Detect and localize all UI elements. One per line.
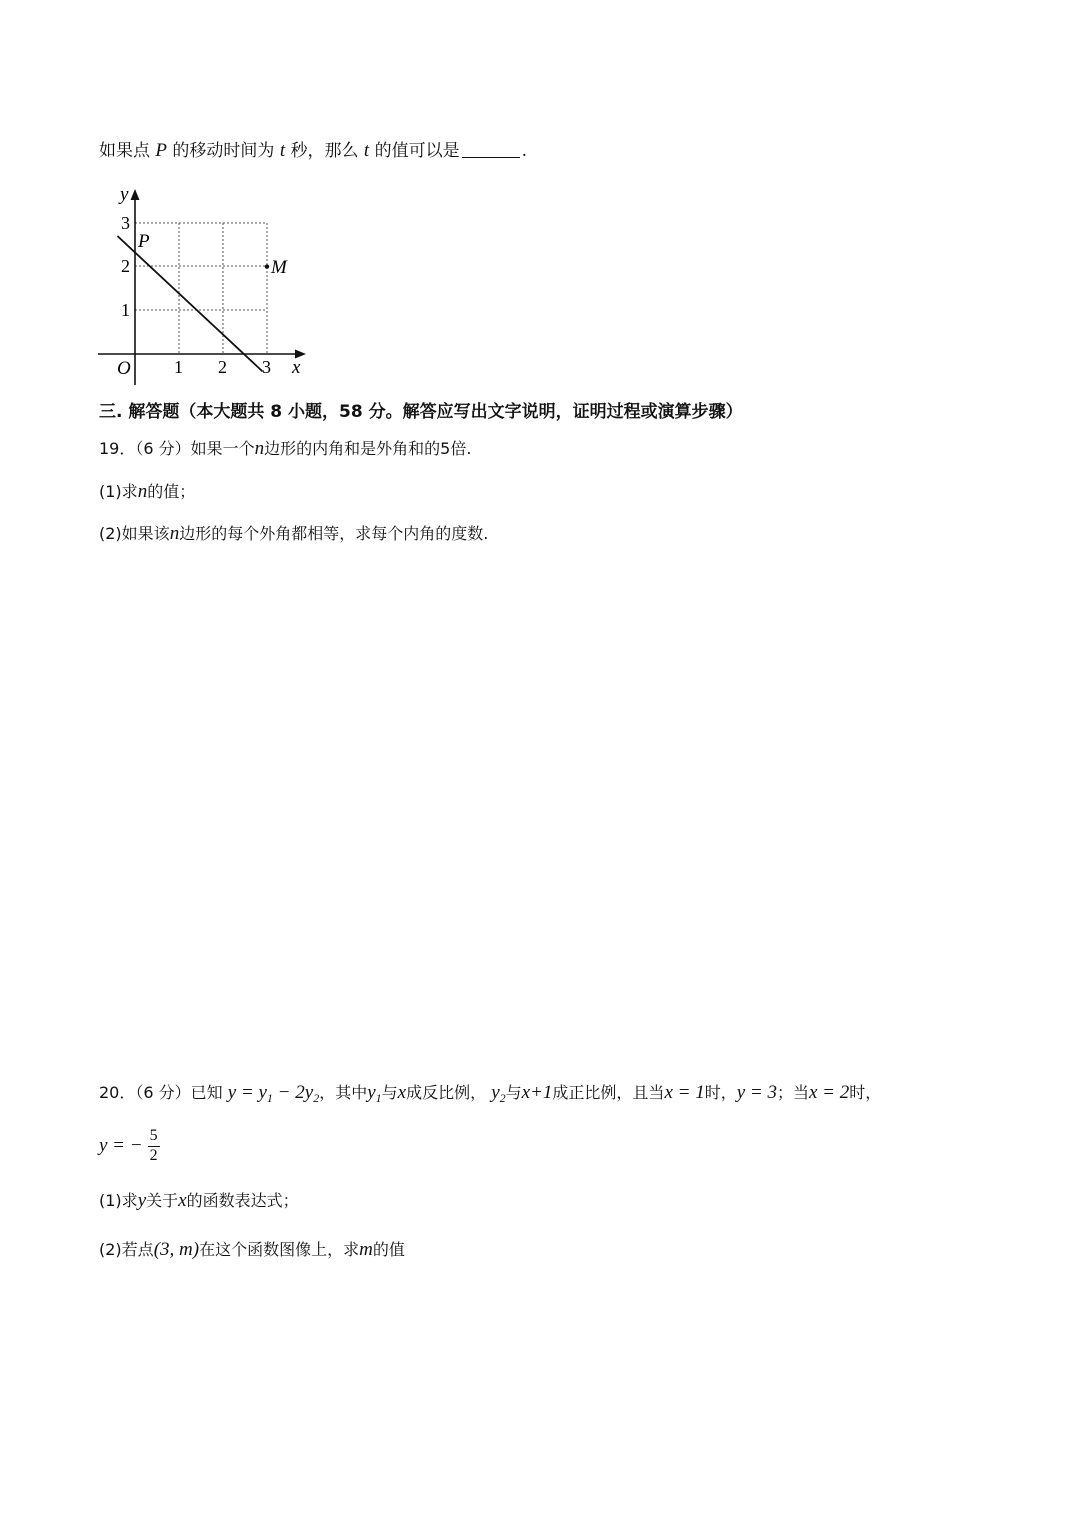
q20-sub2-m: m xyxy=(359,1239,373,1260)
q19-sub1 xyxy=(99,481,195,504)
grid-lines xyxy=(135,223,267,354)
x-tick-3: 3 xyxy=(262,357,271,377)
q20-sub1-a: 求 xyxy=(121,1191,138,1210)
x-axis-label: x xyxy=(292,357,301,378)
q20-cond2: y = 3 xyxy=(736,1082,777,1103)
q20-frac-den: 2 xyxy=(149,1146,158,1164)
q20-text5: 成正比例，且当 xyxy=(552,1083,665,1102)
x-tick-1: 1 xyxy=(174,357,183,377)
q20-sub2-a: 若点 xyxy=(121,1240,154,1259)
q19-sub2-b: 边形的每个外角都相等，求每个内角的度数. xyxy=(179,524,489,543)
q18-text-2: 的移动时间为 xyxy=(172,141,275,161)
q18-var-t2: t xyxy=(363,140,370,161)
q19-sub2-label: (2) xyxy=(99,524,122,543)
q20-sub1-c: 的函数表达式； xyxy=(186,1191,299,1210)
q20-y1 xyxy=(367,1082,381,1103)
q19-rest: 边形的内角和是外角和的5倍. xyxy=(264,439,472,458)
q18-end: . xyxy=(521,141,528,161)
q20-fraction xyxy=(148,1128,160,1165)
q20-y2 xyxy=(491,1082,505,1103)
q20-sub2-b: 在这个函数图像上，求 xyxy=(199,1240,360,1259)
point-M-label: M xyxy=(271,257,287,278)
x-tick-2: 2 xyxy=(218,357,227,377)
coordinate-graph xyxy=(90,185,320,385)
q19-stem xyxy=(99,438,471,461)
q20-sub2 xyxy=(99,1239,405,1262)
q19-var-n: n xyxy=(254,438,265,459)
q20-eq-mid: − 2y xyxy=(272,1082,314,1103)
y-axis-label: y xyxy=(120,185,129,205)
q20-x-plus: x+1 xyxy=(521,1082,553,1103)
q19-sub2-a: 如果该 xyxy=(121,524,170,543)
q20-frac-num: 5 xyxy=(148,1128,160,1147)
q20-text4: 与 xyxy=(505,1083,522,1102)
q20-y1-var: y xyxy=(367,1082,376,1103)
y-tick-3: 3 xyxy=(121,213,130,233)
q19-sub1-var: n xyxy=(137,481,148,502)
q20-cond3: x = 2 xyxy=(809,1082,850,1103)
q20-y1-sub: 1 xyxy=(375,1091,382,1105)
q20-x1: x xyxy=(397,1082,407,1103)
q20-text2: 与 xyxy=(381,1083,398,1102)
q18-var-t: t xyxy=(279,140,286,161)
q20-text8: 时， xyxy=(849,1083,882,1102)
y-axis-arrow xyxy=(131,189,140,200)
q19-number: 19．（6 分）如果一个 xyxy=(99,439,255,458)
q20-line2-lhs: y = − xyxy=(99,1134,143,1156)
q20-number: 20．（6 分）已知 xyxy=(99,1083,223,1102)
q20-y2-var: y xyxy=(491,1082,500,1103)
q20-sub1-y: y xyxy=(137,1190,147,1211)
q20-eq-sub1: 1 xyxy=(266,1091,273,1105)
q19-sub1-a: 求 xyxy=(121,482,138,501)
q20-eq-a: y = y xyxy=(227,1082,267,1103)
point-M-dot xyxy=(265,264,269,268)
q20-text7: ；当 xyxy=(776,1083,809,1102)
q20-sub2-label: (2) xyxy=(99,1240,122,1259)
q20-sub1-label: (1) xyxy=(99,1191,122,1210)
q18-var-P: P xyxy=(155,140,168,161)
q20-text3: 成反比例， xyxy=(406,1083,487,1102)
q18-question-line xyxy=(99,140,527,163)
q20-sub2-point: (3, m) xyxy=(153,1239,200,1260)
q20-y2-sub: 2 xyxy=(499,1091,506,1105)
q19-sub1-b: 的值； xyxy=(147,482,196,501)
q18-text-3: 秒，那么 xyxy=(290,141,359,161)
q20-line2 xyxy=(99,1128,160,1165)
q19-sub1-label: (1) xyxy=(99,482,122,501)
function-line xyxy=(117,236,262,371)
q18-text-4: 的值可以是 xyxy=(374,141,460,161)
q18-text-1: 如果点 xyxy=(99,141,150,161)
q20-eq-sub2: 2 xyxy=(313,1091,320,1105)
q20-text1: ，其中 xyxy=(319,1083,368,1102)
y-tick-2: 2 xyxy=(121,256,130,276)
origin-label: O xyxy=(117,358,131,379)
q20-text6: 时， xyxy=(704,1083,737,1102)
q20-cond1: x = 1 xyxy=(664,1082,705,1103)
q20-stem xyxy=(99,1082,881,1105)
q20-sub1-x: x xyxy=(178,1190,187,1211)
q19-sub2 xyxy=(99,523,488,546)
section-heading: 三. 解答题（本大题共 8 小题，58 分。解答应写出文字说明，证明过程或演算步骤） xyxy=(99,402,743,422)
answer-blank[interactable] xyxy=(462,140,520,158)
q20-sub1 xyxy=(99,1190,299,1213)
q20-eq xyxy=(228,1082,319,1103)
q20-sub2-c: 的值 xyxy=(372,1240,405,1259)
q20-sub1-b: 关于 xyxy=(146,1191,179,1210)
point-P-label: P xyxy=(138,231,150,252)
y-tick-1: 1 xyxy=(121,300,130,320)
q19-sub2-var: n xyxy=(169,523,180,544)
